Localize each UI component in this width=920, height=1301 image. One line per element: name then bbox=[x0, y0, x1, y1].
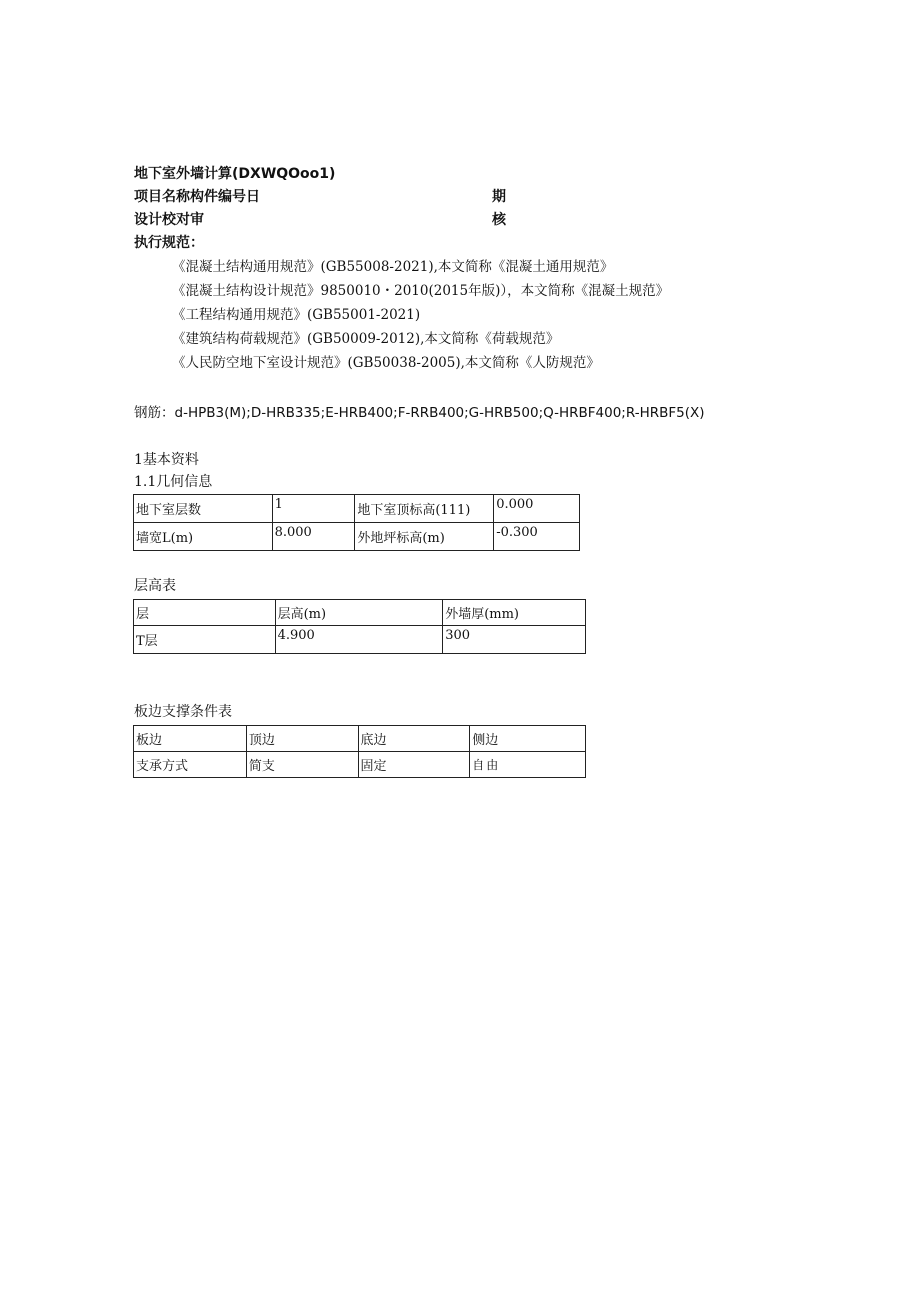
table-row bbox=[134, 626, 586, 654]
table-row bbox=[134, 523, 580, 551]
document-title: 地下室外墙计算(DXWQOoo1) bbox=[134, 166, 336, 182]
section-title: 1基本资料 bbox=[134, 452, 199, 468]
date-label: 期 bbox=[492, 189, 506, 205]
table-header-cell: 板边 bbox=[134, 726, 247, 752]
table-cell: T层 bbox=[134, 626, 276, 654]
table-cell: 8.000 bbox=[272, 523, 355, 551]
table-cell: 支承方式 bbox=[134, 752, 247, 778]
approve-label: 核 bbox=[492, 212, 506, 228]
design-check-label: 设计校对审 bbox=[134, 212, 204, 228]
table-cell: 1 bbox=[272, 495, 355, 523]
table-cell: 4.900 bbox=[275, 626, 443, 654]
table-header-cell: 侧边 bbox=[470, 726, 586, 752]
standards-label: 执行规范： bbox=[134, 235, 204, 251]
table-cell: 固定 bbox=[358, 752, 470, 778]
standard-item: 《混凝土结构通用规范》(GB55008-2021),本文简称《混凝土通用规范》 bbox=[172, 259, 614, 275]
floor-table-title: 层高表 bbox=[134, 578, 176, 594]
standard-item: 《人民防空地下室设计规范》(GB50038-2005),本文简称《人防规范》 bbox=[172, 355, 600, 371]
standard-item: 《混凝土结构设计规范》9850010・2010(2015年版)），本文简称《混凝土规范》 bbox=[172, 283, 670, 299]
standard-item: 《工程结构通用规范》(GB55001-2021) bbox=[172, 307, 421, 323]
support-condition-table bbox=[133, 725, 586, 778]
table-cell: 300 bbox=[443, 626, 586, 654]
table-header-row bbox=[134, 726, 586, 752]
table-row bbox=[134, 752, 586, 778]
table-cell: 0.000 bbox=[494, 495, 580, 523]
table-cell: 简支 bbox=[246, 752, 358, 778]
table-header-cell: 顶边 bbox=[246, 726, 358, 752]
rebar-grades: 钢筋：d-HPB3(M);D-HRB335;E-HRB400;F-RRB400;G-HRB500;Q-HRBF400;R-HRBF5(X) bbox=[134, 405, 705, 421]
table-header-cell: 层 bbox=[134, 600, 276, 626]
table-header-cell: 层高(m) bbox=[275, 600, 443, 626]
table-row bbox=[134, 495, 580, 523]
table-cell: -0.300 bbox=[494, 523, 580, 551]
table-header-row bbox=[134, 600, 586, 626]
floor-height-table bbox=[133, 599, 586, 654]
table-cell: 外地坪标高(m) bbox=[355, 523, 494, 551]
table-cell: 自由 bbox=[470, 752, 586, 778]
table-cell: 地下室顶标高(111) bbox=[355, 495, 494, 523]
geometry-table bbox=[133, 494, 580, 551]
table-cell: 地下室层数 bbox=[134, 495, 273, 523]
support-table-title: 板边支撑条件表 bbox=[134, 704, 232, 720]
table-cell: 墙宽L(m) bbox=[134, 523, 273, 551]
standard-item: 《建筑结构荷载规范》(GB50009-2012),本文简称《荷载规范》 bbox=[172, 331, 560, 347]
table-header-cell: 底边 bbox=[358, 726, 470, 752]
project-info-label: 项目名称构件编号日 bbox=[134, 189, 260, 205]
table-header-cell: 外墙厚(mm) bbox=[443, 600, 586, 626]
subsection-title: 1.1几何信息 bbox=[134, 474, 213, 490]
